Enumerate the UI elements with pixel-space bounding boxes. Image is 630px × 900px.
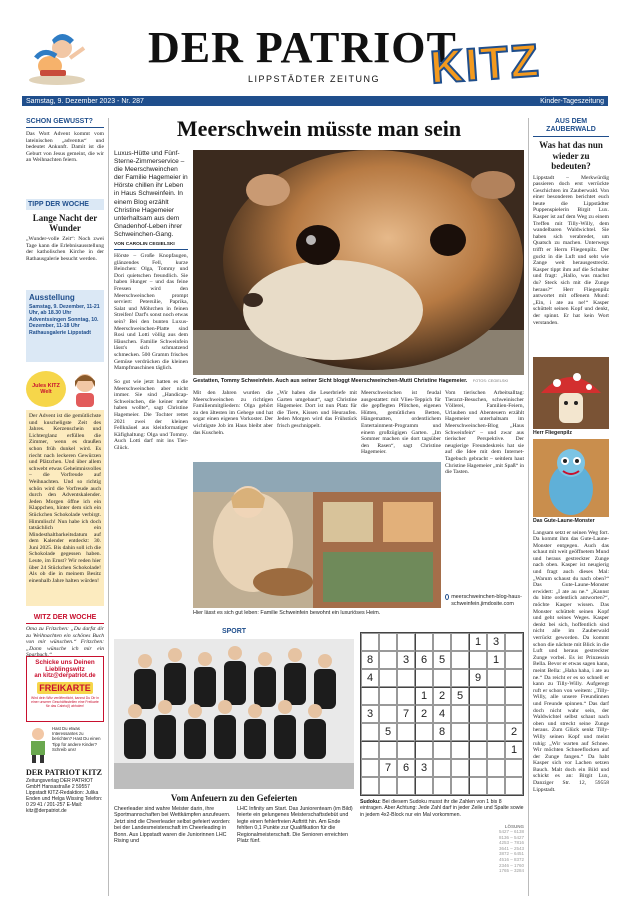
monster-photo: [533, 439, 609, 517]
sudoku-cell[interactable]: [505, 651, 523, 669]
sudoku-cell[interactable]: [487, 669, 505, 687]
sudoku-cell[interactable]: [397, 777, 415, 795]
article-col5: Vom tierischen Arbeitsalltag: Tierarzt-Besuchen, schweinischer Völlerei, Familien-Feiern, Urlauben und Abenteuern erzählt Hagemeier unterhaltsam im Meerschweinchen-Blog „Haus Schweinfein“ – und zwar aus tierischer Perspektive. Der neugierige Freundeskreis hat sie auf die Idee mit dem Internet-Tagebuch gebracht – seitdem haut Christine Hagemeier „mit Spaß“ in die Tasten.: [445, 390, 524, 476]
solution-row: 3872 – 6451: [498, 851, 524, 857]
sudoku-cell[interactable]: 2: [415, 705, 433, 723]
sport-text-left: Cheerleader sind wahre Meister darin, ihre Sportmannschaften bei Wettkämpfen anzufeuern. Jetzt sind die Cheerleader selbst gefeiert worden: bei der Landesmeisterschaft im Cheerleading in Bonn. Aus Lippstadt waren die Juniorinnen LHC Rising und: [114, 806, 231, 845]
ausstellung-title: Ausstellung: [29, 293, 75, 302]
sudoku-cell[interactable]: [397, 687, 415, 705]
sport-section: [114, 628, 354, 844]
blog-url-link[interactable]: [445, 594, 524, 607]
sudoku-cell[interactable]: 3: [487, 633, 505, 651]
right-column: [533, 118, 609, 822]
cartoon-caption: Hast Du etwas Interessantes zu berichten? Hast Du einen Tipp für andere Kinder? Schreib uns!: [52, 726, 101, 752]
sudoku-cell[interactable]: 1: [415, 687, 433, 705]
article-col2-wrap: [193, 390, 273, 460]
sudoku-cell[interactable]: 1: [487, 651, 505, 669]
photo1-caption-text: Gestatten, Tommy Schweinfein. Auch aus seiner Sicht bloggt Meerschweinchen-Mutti Christine Hagemeier.: [193, 378, 468, 384]
sudoku-cell[interactable]: [433, 741, 451, 759]
byline: VON CAROLIN CEGIELSKI: [114, 242, 175, 248]
cheerleader-photo: [114, 639, 354, 789]
jules-avatar-icon: [70, 371, 100, 407]
photo1-caption: [193, 378, 524, 385]
freikarte-badge: FREIKARTE: [37, 682, 93, 694]
sudoku-grid: [360, 632, 524, 796]
cartoon-box: [26, 726, 104, 766]
child-drawing-icon: [26, 726, 50, 764]
ad-small-print: Wird dein Witz veröffentlicht, kannst Du Dir in einer unserer Geschäftsstellen eine Freikarte für das Cabrio(l) abholen!: [31, 696, 99, 708]
article-col5-wrap: [445, 390, 524, 607]
masthead: [0, 0, 630, 105]
sudoku-cell[interactable]: [361, 687, 379, 705]
sudoku-cell[interactable]: [361, 723, 379, 741]
sudoku-cell[interactable]: 8: [433, 723, 451, 741]
sudoku-cell[interactable]: [379, 687, 397, 705]
sudoku-cell[interactable]: [379, 741, 397, 759]
witz-ad-box: [26, 656, 104, 722]
witz-title: WITZ DER WOCHE: [33, 614, 97, 621]
jules-label: Jules KITZ Welt: [32, 383, 60, 395]
sudoku-cell[interactable]: 7: [379, 759, 397, 777]
photo2-caption-text: Hier lässt es sich gut leben: Familie Schweinfein bewohnt ein luxuriöses Heim.: [193, 610, 381, 616]
zauberwald-headline: Was hat das nun wieder zu bedeuten?: [539, 140, 603, 171]
sudoku-cell[interactable]: [451, 723, 469, 741]
guinea-pig-home-image: [193, 462, 441, 608]
sudoku-cell[interactable]: [361, 633, 379, 651]
sudoku-cell[interactable]: [415, 723, 433, 741]
article-col4: Meerschweinchen ist feudal ausgestattet: mit Vlies-Teppich für die gepflegten Pfötchen, eigenen Hütten, gemütlichen Betten, Hängematten, ordentlichem Entertainment-Programm und einem großzügigen Garten. „Im Sommer machen sie dort tagsüber den Rasen“, sagt Christine Hagemeier.: [361, 390, 441, 456]
sudoku-cell[interactable]: 3: [397, 651, 415, 669]
sudoku-cell[interactable]: [451, 633, 469, 651]
article-col1: Hörste – Große Knopfaugen, glänzendes Fell, kurze Beinchen: Olga, Tommy und Dori quietschen freundlich. Sie haben Hunger – und das feine Fressen wird den Meerschweinchen prompt serviert: Petersilie, Paprika, Salat und Möhrchen in feinen Streifen! Darf's sonst noch etwas sein? Bei den bunten Luxus-Meerschweinchen-Platte sind Rosi und Lotti völlig aus dem Häuschen. Familie Schweinfein lässt's sich schmatzend schmecken. 500 Gramm frisches Gemüse verdrücken die kleinen Mampfmaschinen täglich.: [114, 253, 188, 372]
ad-line-2: Lieblingswitz: [45, 666, 85, 673]
ad-line-1: Schicke uns Deinen: [35, 659, 95, 666]
sport-headline: Vom Anfeuern zu den Gefeierten: [170, 793, 298, 803]
sudoku-cell[interactable]: [433, 669, 451, 687]
sudoku-cell[interactable]: [505, 669, 523, 687]
jules-text: Der Advent ist die gemütlichste und kuscheligste Zeit des Jahres. Kerzenschein und Lichterglanz erfüllen die Zimmer, wenn es draußen schon früh dunkel wird. Es riecht nach leckeren Gewürzen und Plätzchen. Und über allem schwebt etwas Geheimnisvolles – die Vorfreude auf Weihnachten. Und so richtig schön wird die Vorfreude auch durch den Adventskalender. Jeden Morgen öffne ich ein Klappchen, hinter dem sich ein Stückchen Schokolade verbirgt. Himmlisch! Nun habe ich doch tatsächlich ein Mindesthaltbarkeitsdatum auf dem Kalender entdeckt: 30. Juni 2025. Bis dahin soll ich die Schokolade gegessen haben. Leute, im Ernst? Wir reden hier über 24 Stückchen Schokolade! Als ob die in meinem Besitz einenhalb Jahre halten würden!: [26, 410, 104, 606]
solution-row: 4253 – 7816: [498, 840, 524, 846]
globe-icon: [445, 594, 449, 600]
solution-row: 2346 – 1760: [498, 862, 524, 868]
sudoku-cell[interactable]: [487, 705, 505, 723]
sudoku-cell[interactable]: [451, 651, 469, 669]
sudoku-cell[interactable]: [487, 687, 505, 705]
sudoku-cell[interactable]: [487, 777, 505, 795]
sudoku-cell[interactable]: [379, 633, 397, 651]
lede-text: Luxus-Hütte und Fünf-Sterne-Zimmerservice – die Meerschweinchen der Familie Hagemeier in Hörste chillen ihr Leben in Haus Schweinfein. In einem Blog erzählt Christine Hagemeier unterhaltsam aus dem Gnadenhof-Leben ihrer Schweinchen-Gang.: [114, 150, 188, 238]
sudoku-cell[interactable]: [469, 705, 487, 723]
article-col1b: So gut wie jetzt hatten es die Meerschweinchen aber nicht immer. Sie sind „Handicap-Schweinchen, die keiner mehr haben wollte“, sagt Christine Hagemeier. Die Tochter rettet 2021 zwei der kleinen Fellknäuel aus kleinformatiger Käfighaltung: Olga und Tommy. Auch Lotti darf mit ins Tier-Glück.: [114, 379, 188, 451]
sudoku-cell[interactable]: [487, 741, 505, 759]
jules-badge: [26, 368, 104, 410]
sudoku-cell[interactable]: [433, 777, 451, 795]
monster-caption: Das Gute-Laune-Monster: [533, 517, 595, 524]
sudoku-cell[interactable]: [505, 705, 523, 723]
ad-email-link[interactable]: an kitz@derpatriot.de: [34, 673, 96, 679]
sudoku-cell[interactable]: 6: [415, 651, 433, 669]
footer-imprint: Zeitungsverlag DER PATRIOT GmbH Hansastraße 2 59557 Lippstadt KITZ-Redaktion: Julika Enden und Helga Wissing Telefon: 0 29 41 / 201-257 E-Mail: kitz@derpatriot.de: [26, 778, 103, 814]
sudoku-cell[interactable]: 3: [361, 705, 379, 723]
sudoku-cell[interactable]: [361, 777, 379, 795]
sudoku-cell[interactable]: 1: [505, 741, 523, 759]
schon-gewusst-title: SCHON GEWUSST?: [26, 118, 93, 125]
sudoku-cell[interactable]: [469, 651, 487, 669]
sudoku-cell[interactable]: [469, 759, 487, 777]
article-col4-wrap: [361, 390, 441, 460]
sudoku-cell[interactable]: 1: [469, 633, 487, 651]
zauberwald-text-2: Langsam setzt er seinen Weg fort. Da kommt ihm das Gute-Laune-Monster entgegen. Auch das schaut mit weit geöffnetem Mund und heraus gestreckter Zunge nach oben. Kasper ist neugierig und fragt auch dieses Mal: „Warum schaust du nach oben?“ Das Gute-Laune-Monster erwidert: „I ate au ne.“ „Kannst du bitte ordentlich antworten?“, möchte Kasper wissen. Das Monster schüttelt seinen Kopf und geht seines Weges. Kasper denkt bei sich, hoffentlich sind nicht alle im Zauberwald verrückt geworden. Da kommt schon die nächste mit Blick in die Luft und heraus gestreckter Zunge vorbei. Es ist Prinzessin Bella. Bevor er etwas sagen kann, meint Bella: „Haha haha, i ate au ne.“ Da reicht er es so schnell er kann zu Tilly-Willy. Aufgeregt ruft er schon von weitem: „Tilly-Willy, alle unsere Freundinnen und Freunde spinnen.“ Das darf doch nicht wahr sein, der Waldwichtel selbst schaut nach oben und streckt seine Zunge heraus. Zum Glück senkt Tilly-Willy seinen Kopf und meint ruhig: „Wir warten auf Schnee. Wir möchten Schneeflocken auf der Zunge fangen.“ Da habt Kasper sich vor Lachen setzen Bauch. Malt doch ein Bild und schickt es an: Birgit Lux, Danziger Str. 12, 59558 Lippstadt.: [533, 529, 609, 793]
solution-row: 5427 – 6138: [498, 829, 524, 834]
article-col3: „Wir haben die Leserbriefe mit Garten umgebaut“, sagt Christine Hagemeier. Dort ist nun Platz für die Tiere, Kissen und Heuraufen. Jeden Morgen wird das Frühstück frisch geschnippelt.: [277, 390, 357, 429]
solution-row: 3641 – 2543: [498, 845, 524, 851]
masthead-subtitle: LIPPSTÄDTER ZEITUNG: [248, 74, 381, 84]
guinea-pig-photo: [193, 150, 524, 375]
sudoku-cell[interactable]: 3: [415, 759, 433, 777]
solution-row: 4516 – 8372: [498, 856, 524, 862]
sudoku-cell[interactable]: [487, 723, 505, 741]
tipp-headline: Lange Nacht der Wunder: [32, 213, 98, 233]
masthead-bar: [22, 96, 608, 106]
solution-label: LÖSUNG: [504, 824, 524, 829]
sudoku-cell[interactable]: [379, 777, 397, 795]
sudoku-cell[interactable]: 6: [397, 759, 415, 777]
sudoku-cell[interactable]: [505, 777, 523, 795]
cheerleader-image: [114, 639, 354, 789]
sudoku-cell[interactable]: [379, 651, 397, 669]
sudoku-cell[interactable]: [451, 741, 469, 759]
date-issue: Samstag, 9. Dezember 2023 - Nr. 287: [26, 97, 144, 105]
sudoku-cell[interactable]: [505, 633, 523, 651]
kitz-logo: [430, 34, 610, 96]
solution-row: 1765 – 3284: [498, 868, 524, 874]
fliegenpilz-photo: [533, 357, 609, 429]
tipp-text: „Wunder-volle Zeit“: Noch zwei Tage kann die Erlebnisausstellung der katholischen Kirche in der Rathausgalerie besucht werden.: [26, 236, 104, 262]
left-column: [26, 118, 104, 814]
sudoku-cell[interactable]: [361, 741, 379, 759]
footer-logo: DER PATRIOT KITZ: [26, 768, 103, 777]
schon-gewusst-text: Das Wort Advent kommt vom lateinischen „adventus“ und bedeutet Ankunft. Damit ist die Geburt von Jesus gemeint, die wir an Weihnachten feiern.: [26, 131, 104, 164]
sudoku-cell[interactable]: [451, 759, 469, 777]
sudoku-cell[interactable]: [415, 633, 433, 651]
sudoku-caption-text: Bei diesem Sudoku musst ihr die Zahlen von 1 bis 8 eintragen. Aber Achtung: Jede Zahl darf in jeder Zeile und Spalte sowie in jedem 4x2-Block nur ein Mal vorkommen.: [360, 799, 524, 818]
guinea-pig-home-photo: [193, 462, 441, 608]
sudoku-cell[interactable]: 5: [451, 687, 469, 705]
sudoku-cell[interactable]: [487, 759, 505, 777]
sudoku-cell[interactable]: [361, 759, 379, 777]
photo2-caption: [193, 610, 441, 617]
mascot-illustration: [22, 18, 92, 88]
sudoku-cell[interactable]: [469, 687, 487, 705]
sport-label: SPORT: [221, 628, 247, 635]
fliegenpilz-caption: Herr Fliegenpilz: [533, 429, 572, 436]
sudoku-cell[interactable]: [379, 669, 397, 687]
sudoku-cell[interactable]: [433, 759, 451, 777]
sport-text-right: LHC Infinity am Start. Das Juniorenteam (im Bild) feierte ein gelungenes Meisterschaftsdebüt und legte einen fehlerfreien Auftritt hin. Am Ende fehlten 0,1 Punkte zur Qualifikation für die Regionalmeisterschaft. Die Senioren erreichten Platz fünf.: [237, 806, 353, 845]
sudoku-section: [360, 632, 524, 874]
sudoku-cell[interactable]: [415, 669, 433, 687]
solution-rows: [476, 829, 524, 874]
article-col3-wrap: [277, 390, 357, 460]
guinea-pig-image: [193, 150, 524, 375]
sudoku-solution: [476, 824, 524, 874]
sudoku-cell[interactable]: 7: [397, 705, 415, 723]
sudoku-cell[interactable]: [379, 705, 397, 723]
sudoku-cell[interactable]: 4: [361, 669, 379, 687]
sudoku-cell[interactable]: [451, 669, 469, 687]
zauberwald-section: AUS DEM ZAUBERWALD: [546, 118, 596, 133]
masthead-title: DER PATRIOT: [148, 23, 457, 72]
monster-image: [533, 439, 609, 517]
sudoku-cell[interactable]: [397, 741, 415, 759]
sudoku-cell[interactable]: [415, 741, 433, 759]
tipp-title: TIPP DER WOCHE: [28, 201, 89, 208]
sudoku-caption-label: Sudoku:: [360, 799, 381, 805]
sudoku-cell[interactable]: [469, 723, 487, 741]
sudoku-cell[interactable]: [433, 633, 451, 651]
zauberwald-text: Lippstadt – Merkwürdig passieren doch erst verrückte Geschichten im Zauberwald. Von einer besonderen berichtet euch heute die Lippstädter Puppenspielerin Birgit Lux. Kasper ist auf dem Weg zu einem Treffen mit Tilly-Willy, dem wandelbaren Waldwichtel. Sie haben sich verabredet, um Quatsch zu machen. Unterwegs trifft er Herrn Fliegenpilz. Der guckt in die Luft und seht wie Zange weit herausgestreckt. Kasper tippt ihm auf die Schulter und fragt: „Hallo, was machst du? Steck sich mit die Zunge heraus?“ Herr Fliegenpilz antwortet mit offenem Mund: „Ein, i ate au ne!“ Kasper schüttelt seinen Kopf und denkt, der spinnt. Er hat kein Wort verstanden.: [533, 174, 609, 326]
sudoku-caption: [360, 799, 524, 818]
sudoku-cell[interactable]: [397, 633, 415, 651]
main-headline: Meerschwein müsste man sein: [176, 116, 462, 141]
sudoku-cell[interactable]: [397, 669, 415, 687]
sudoku-cell[interactable]: 5: [379, 723, 397, 741]
sudoku-cell[interactable]: [397, 723, 415, 741]
sudoku-cell[interactable]: 9: [469, 669, 487, 687]
sudoku-cell[interactable]: [505, 687, 523, 705]
sudoku-cell[interactable]: [469, 741, 487, 759]
ausstellung-text: Samstag, 9. Dezember, 11-21 Uhr, ab 18.30 Uhr Adventssingen Sonntag, 10. Dezember, 11-18 Uhr Rathausgalerie Lippstadt: [29, 304, 100, 336]
kitz-wordmark: KITZ: [428, 33, 542, 94]
sudoku-cell[interactable]: [505, 759, 523, 777]
main-article-lede: [114, 150, 188, 589]
sudoku-cell[interactable]: 4: [433, 705, 451, 723]
solution-row: 8136 – 5427: [498, 834, 524, 840]
article-col2: Mit den Jahren wurden die Meerschweinchen zu richtigen Familienmitgliedern: Olga gehört zu den ältesten im Gehege und hat sogar einen eigenen Vorkoster. Der wichtigste Job im Haus bleibt aber das Kuscheln.: [193, 390, 273, 436]
sudoku-cell[interactable]: [415, 777, 433, 795]
photo1-credit: FOTOS: CEGIELSKI: [472, 379, 509, 383]
sudoku-cell[interactable]: [451, 777, 469, 795]
sudoku-cell[interactable]: [469, 777, 487, 795]
sudoku-cell[interactable]: 8: [361, 651, 379, 669]
blog-url: meerschweinchen-blog-haus-schweinfein.jimdosite.com: [451, 594, 522, 607]
witz-text: Oma zu Fritzchen: „Du darfst dir zu Weihnachten ein schönes Buch von mir wünschen.“ Fritzchen: „Dann wünsche ich mir ein Sparbuch.“: [26, 626, 104, 659]
sudoku-cell[interactable]: 5: [433, 651, 451, 669]
sudoku-cell[interactable]: 2: [433, 687, 451, 705]
sudoku-cell[interactable]: [451, 705, 469, 723]
supplement-label: Kinder-Tageszeitung: [540, 97, 604, 105]
fliegenpilz-image: [533, 357, 609, 429]
sudoku-cell[interactable]: 2: [505, 723, 523, 741]
